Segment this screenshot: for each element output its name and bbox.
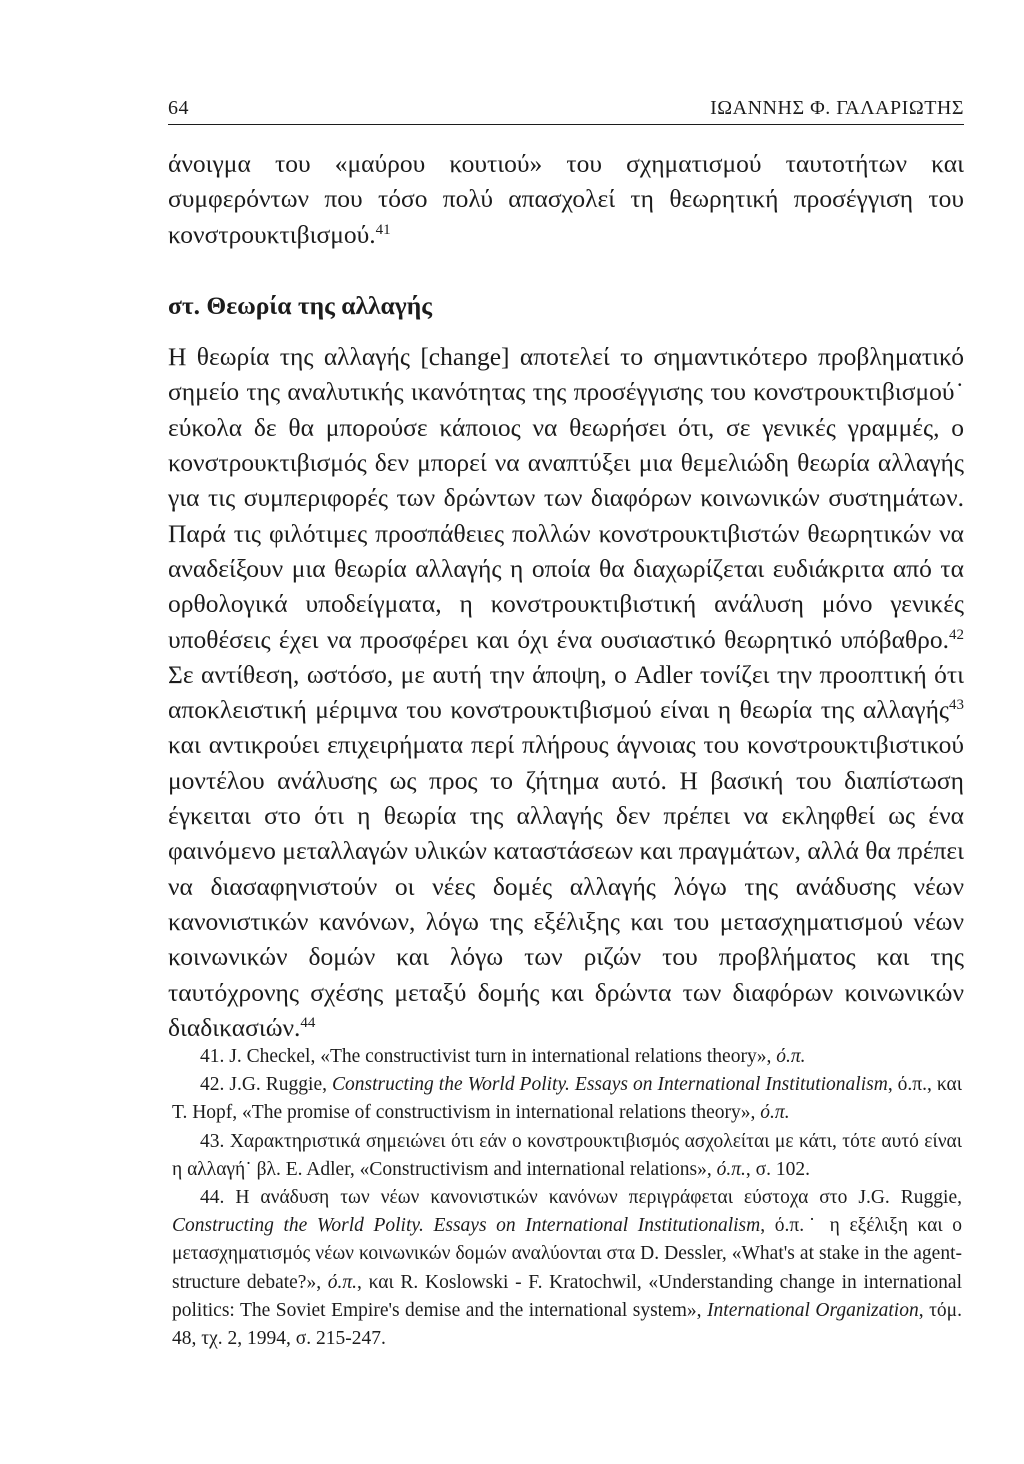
- footnote-42: [172, 1071, 962, 1127]
- paragraph-intro: [168, 146, 964, 252]
- page-number: 64: [168, 97, 189, 119]
- footnote-text: , σ. 102.: [745, 1158, 810, 1180]
- paragraph-text: άνοιγμα του «μαύρου κουτιού» του σχηματισμού ταυτοτήτων και συμφερόντων που τόσο πολύ απασχολεί τη θεωρητική προσέγγιση του κονστρουκτιβισμού.: [168, 149, 964, 249]
- paragraph-text: και αντικρούει επιχειρήματα περί πλήρους άγνοιας του κονστρουκτιβιστικού μοντέλου ανάλυσης ως προς το ζήτημα αυτό. Η βασική του διαπίστωση έγκειται στο ότι η θεωρία της αλλαγής δεν πρέπει να εκληφθεί ως ένα φαινόμενο μεταλλαγών υλικών καταστάσεων και πραγμάτων, αλλά θα πρέπει να διασαφηνιστούν οι νέες δομές αλλαγής λόγω της ανάδυσης νέων κανονιστικών κανόνων, λόγω της εξέλιξης και του μετασχηματισμού νέων κοινωνικών δομών και λόγω των ριζών του προβλήματος και της ταυτόχρονης σχέσης μεταξύ δομής και δρώντα των διαφόρων κοινωνικών διαδικασιών.: [168, 730, 964, 1042]
- running-head: [168, 97, 964, 125]
- footnote-book-title: Constructing the World Polity. Essays on International Institutionalism: [331, 1074, 888, 1096]
- footnote-ref-44[interactable]: 44: [300, 1014, 316, 1031]
- footnote-text: , και R. Koslowski - F. Kratochwil, «Understanding change in international politics: The Soviet Empire's demise and the international system»,: [172, 1271, 962, 1321]
- footnote-text: , ό.π.˙ η εξέλιξη και ο μετασχηματισμός νέων κοινωνικών δομών αναλύονται στα D. Dessler, «What's at stake in the agent-structure debate?»,: [172, 1215, 962, 1293]
- footnote-italic: ό.π.: [776, 1046, 806, 1067]
- footnote-text: 44. Η ανάδυση των νέων κανονιστικών κανόνων περιγράφεται εύστοχα στο J.G. Ruggie,: [200, 1187, 962, 1209]
- paragraph-theory-of-change: [168, 339, 964, 1045]
- footnotes: [172, 1043, 962, 1353]
- author-name: ΙΩΑΝΝΗΣ Φ. ΓΑΛΑΡΙΩΤΗΣ: [710, 97, 964, 119]
- footnote-text: 43. Χαρακτηριστικά σημειώνει ότι εάν ο κονστρουκτιβισμός ασχολείται με κάτι, τότε αυτό είναι η αλλαγή˙ βλ. E. Adler, «Constructivism and international relations»,: [172, 1130, 962, 1180]
- footnote-ref-43[interactable]: 43: [949, 697, 964, 714]
- footnote-italic: ό.π.: [327, 1271, 358, 1293]
- footnote-journal-title: International Organization: [707, 1299, 919, 1321]
- footnote-italic: ό.π.: [716, 1158, 746, 1180]
- footnote-ref-42[interactable]: 42: [949, 626, 964, 643]
- footnote-text: , ό.π., και T. Hopf, «The promise of constructivism in international relations theory»,: [172, 1074, 963, 1124]
- footnote-text: , τόμ. 48, τχ. 2, 1994, σ. 215-247.: [172, 1299, 962, 1350]
- footnote-44: [172, 1184, 962, 1353]
- footnote-book-title: Constructing the World Polity. Essays on International Institutionalism: [172, 1215, 761, 1237]
- footnote-41: [172, 1043, 962, 1071]
- paragraph-text: Σε αντίθεση, ωστόσο, με αυτή την άποψη, ο Adler τονίζει την προοπτική ότι αποκλειστική μέριμνα του κονστρουκτιβισμού είναι η θεωρία της αλλαγής: [168, 659, 964, 725]
- section-heading: στ. Θεωρία της αλλαγής: [168, 290, 432, 320]
- footnote-italic: ό.π.: [760, 1102, 790, 1124]
- paragraph-text: Η θεωρία της αλλαγής [change] αποτελεί το σημαντικότερο προβληματικό σημείο της αναλυτικής ικανότητας της προσέγγισης του κονστρουκτιβισμού˙ εύκολα δε θα μπορούσε κάποιος να θεωρήσει ότι, σε γενικές γραμμές, ο κονστρουκτιβισμός δεν μπορεί να αναπτύξει μια θεμελιώδη θεωρία αλλαγής για τις συμπεριφορές των δρώντων των διαφόρων κοινωνικών συστημάτων. Παρά τις φιλότιμες προσπάθειες πολλών κονστρουκτιβιστών θεωρητικών να αναδείξουν μια θεωρία αλλαγής η οποία θα διαχωρίζεται ευδιάκριτα από τα ορθολογικά υποδείγματα, η κονστρουκτιβιστική ανάλυση μόνο γενικές υποθέσεις έχει να προσφέρει και όχι ένα ουσιαστικό θεωρητικό υπόβαθρο.: [168, 342, 964, 654]
- footnote-text: 42. J.G. Ruggie,: [200, 1074, 332, 1096]
- footnote-text: 41. J. Checkel, «The constructivist turn in international relations theory»,: [200, 1046, 777, 1067]
- main-text: [168, 146, 964, 1045]
- footnote-ref-41[interactable]: 41: [375, 221, 391, 238]
- footnote-43: [172, 1128, 962, 1184]
